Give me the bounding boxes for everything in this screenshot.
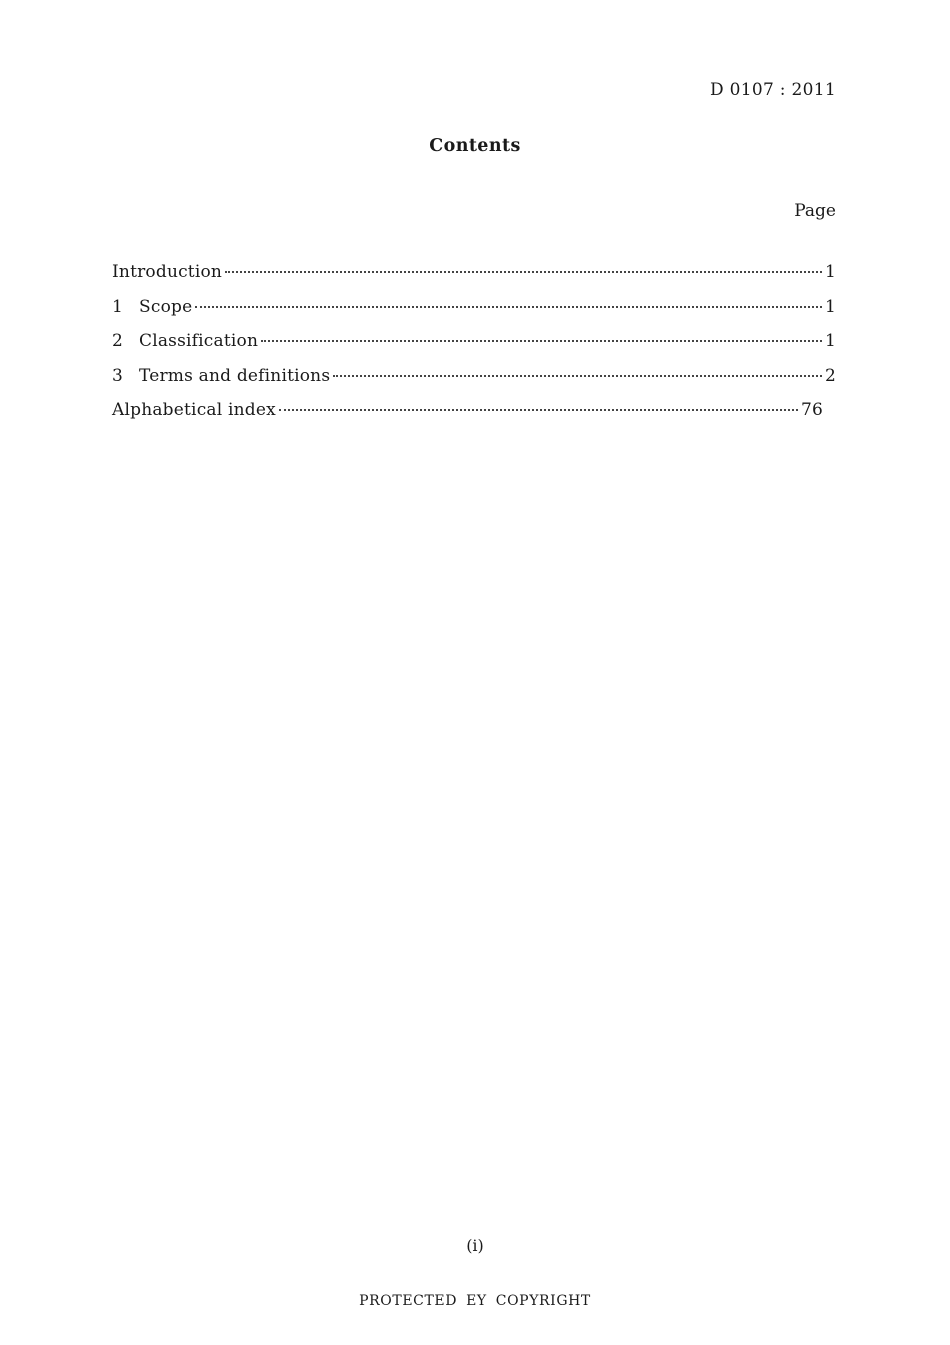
toc-entry-page: 1 (824, 262, 836, 282)
toc-entry-scope[interactable] (112, 297, 836, 332)
table-of-contents (112, 262, 836, 435)
toc-entry-title: Alphabetical index (112, 400, 276, 420)
toc-entry-title: Scope (139, 296, 193, 317)
toc-entry-terms-and-definitions[interactable] (112, 366, 836, 401)
toc-entry-page: 2 (824, 365, 836, 386)
toc-entry-page: 76 (800, 400, 823, 420)
toc-entry-classification[interactable] (112, 331, 836, 366)
toc-entry-title: Introduction (112, 262, 223, 282)
dot-leader (333, 375, 822, 377)
toc-entry-alphabetical-index[interactable] (112, 400, 823, 435)
toc-entry-introduction[interactable] (112, 262, 836, 297)
toc-entry-number: 1 (112, 296, 124, 317)
toc-entry-page: 1 (824, 296, 836, 317)
dot-leader (279, 409, 798, 411)
page-column-label: Page (794, 201, 836, 221)
copyright-notice: PROTECTED EY COPYRIGHT (359, 1293, 591, 1309)
page-number: (i) (466, 1236, 484, 1255)
toc-entry-number: 3 (112, 365, 124, 386)
dot-leader (225, 271, 822, 273)
toc-entry-title: Terms and definitions (139, 365, 331, 386)
document-number: D 0107 : 2011 (710, 80, 836, 100)
dot-leader (195, 306, 822, 308)
toc-entry-title: Classification (139, 331, 259, 351)
dot-leader (261, 340, 822, 342)
page-title: Contents (429, 136, 521, 156)
toc-entry-page: 1 (824, 331, 836, 351)
toc-entry-number: 2 (112, 331, 124, 351)
